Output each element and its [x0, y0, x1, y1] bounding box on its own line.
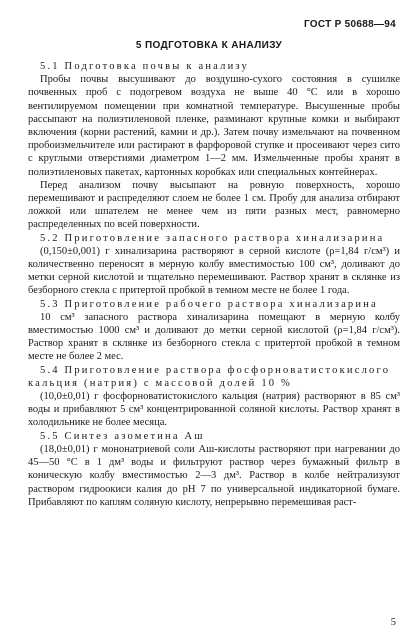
page-number: 5 [390, 617, 396, 628]
subsection-heading: 5.4 Приготовление раствора фосфорноватистокислого кальция (натрия) с массовой долей 10 % [28, 364, 391, 389]
paragraph: Пробы почвы высушивают до воздушно-сухого состояния в сушилке почвенных проб с подогревом воздуха не выше 40 °С или в хорошо вентилируемом помещении при комнатной температуре. Высушенные пробы рассыпают на полиэтиленовой пленке, разминают крупные комки и выбирают включения (корни растений, камни и др.). Затем почву измельчают на почвенном пробоизмельчителе или растирают в фарфоровой ступке и просеивают через сито с круглыми отверстиями диаметром 1—2 мм. Измельченные пробы хранят в полиэтиленовых пакетах, картонных коробках или специальных контейнерах. [28, 74, 400, 178]
paragraph: (0,150±0,001) г хинализарина растворяют в серной кислоте (ρ=1,84 г/см³) и количественно переносят в мерную колбу вместимостью 100 см³, доливают до метки серной кислотой и тщательно перемешивают. Раствор хранят в склянке из безборного стекла с притертой пробкой в темном месте не более 1 года. [28, 245, 400, 297]
paragraph: Перед анализом почву высыпают на ровную поверхность, хорошо перемешивают и распределяют слоем не более 1 см. Пробу для анализа отбирают ложкой или шпателем не менее чем из пяти разных мест, равномерно распределенных по всей поверхности. [28, 179, 400, 231]
section-title: 5 ПОДГОТОВКА К АНАЛИЗУ [135, 40, 283, 51]
paragraph: 10 см³ запасного раствора хинализарина помещают в мерную колбу вместимостью 1000 см³ и доливают до метки серной кислотой (ρ=1,84 г/см³). Раствор хранят в склянке из безборного стекла с притертой пробкой в темном месте не более 2 мес. [28, 311, 400, 363]
subsection-heading: 5.2 Приготовление запасного раствора хинализарина [40, 232, 385, 244]
subsection-heading: 5.5 Синтез азометина Аш [40, 430, 205, 442]
document-body [28, 60, 400, 509]
paragraph: (18,0±0,01) г мононатриевой соли Аш-кислоты растворяют при нагревании до 45—50 °С в 1 дм³ воды и фильтруют раствор через бумажный фильтр в коническую колбу вместимостью 2—3 дм³. Раствор в колбе нейтрализуют раствором гидроокиси калия до рН 7 по универсальной индикаторной бумаге. Прибавляют по каплям соляную кислоту, непрерывно перемешивая раст- [28, 443, 400, 508]
subsection-heading: 5.3 Приготовление рабочего раствора хинализарина [40, 298, 378, 310]
paragraph: (10,0±0,01) г фосфорноватистокислого кальция (натрия) растворяют в 85 см³ воды и прибавляют 5 см³ концентрированной соляной кислоты. Раствор хранят в холодильнике не более месяца. [28, 391, 400, 429]
subsection-heading: 5.1 Подготовка почвы к анализу [40, 61, 249, 72]
standard-header: ГОСТ Р 50688—94 [303, 19, 396, 30]
